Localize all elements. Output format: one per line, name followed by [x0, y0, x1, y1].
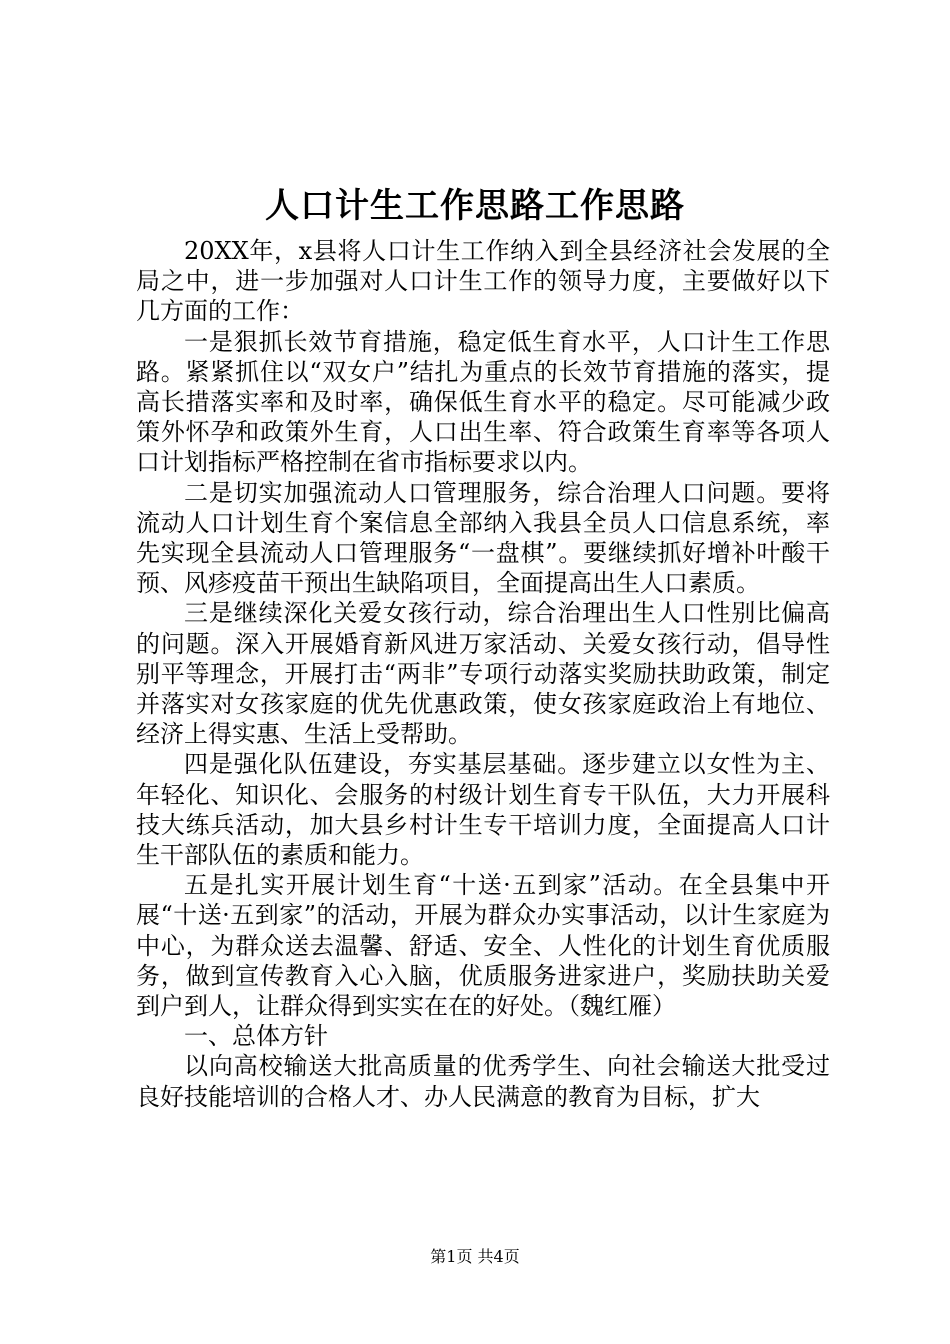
document-title: 人口计生工作思路工作思路 — [265, 186, 685, 226]
document-body — [136, 236, 830, 1112]
paragraph-point-5: 五是扎实开展计划生育“十送·五到家”活动。在全县集中开展“十送·五到家”的活动，开展为群众办实事活动，以计生家庭为中心，为群众送去温馨、舒适、安全、人性化的计划生育优质服务，做到宣传教育入心入脑，优质服务进家进户，奖励扶助关爱到户到人，让群众得到实实在在的好处。（魏红雁） — [136, 871, 830, 1021]
paragraph-point-4: 四是强化队伍建设，夯实基层基础。逐步建立以女性为主、年轻化、知识化、会服务的村级计划生育专干队伍，大力开展科技大练兵活动，加大县乡村计生专干培训力度，全面提高人口计生干部队伍的素质和能力。 — [136, 750, 830, 870]
paragraph-point-2: 二是切实加强流动人口管理服务，综合治理人口问题。要将流动人口计划生育个案信息全部纳入我县全员人口信息系统，率先实现全县流动人口管理服务“一盘棋”。要继续抓好增补叶酸干预、风疹疫苗干预出生缺陷项目，全面提高出生人口素质。 — [136, 478, 830, 598]
paragraph-section-text: 以向高校输送大批高质量的优秀学生、向社会输送大批受过良好技能培训的合格人才、办人民满意的教育为目标，扩大 — [136, 1052, 830, 1111]
section-heading: 一、总体方针 — [184, 1022, 328, 1051]
page-indicator: 第1页 共4页 — [430, 1247, 520, 1266]
paragraph-point-1: 一是狠抓长效节育措施，稳定低生育水平，人口计生工作思路。紧紧抓住以“双女户”结扎为重点的长效节育措施的落实，提高长措落实率和及时率，确保低生育水平的稳定。尽可能减少政策外怀孕和政策外生育，人口出生率、符合政策生育率等各项人口计划指标严格控制在省市指标要求以内。 — [136, 327, 830, 477]
paragraph-point-3: 三是继续深化关爱女孩行动，综合治理出生人口性别比偏高的问题。深入开展婚育新风进万家活动、关爱女孩行动，倡导性别平等理念，开展打击“两非”专项行动落实奖励扶助政策，制定并落实对女孩家庭的优先优惠政策，使女孩家庭政治上有地位、经济上得实惠、生活上受帮助。 — [136, 599, 830, 749]
paragraph-intro: 20XX年，x县将人口计生工作纳入到全县经济社会发展的全局之中，进一步加强对人口计生工作的领导力度，主要做好以下几方面的工作： — [136, 237, 830, 326]
